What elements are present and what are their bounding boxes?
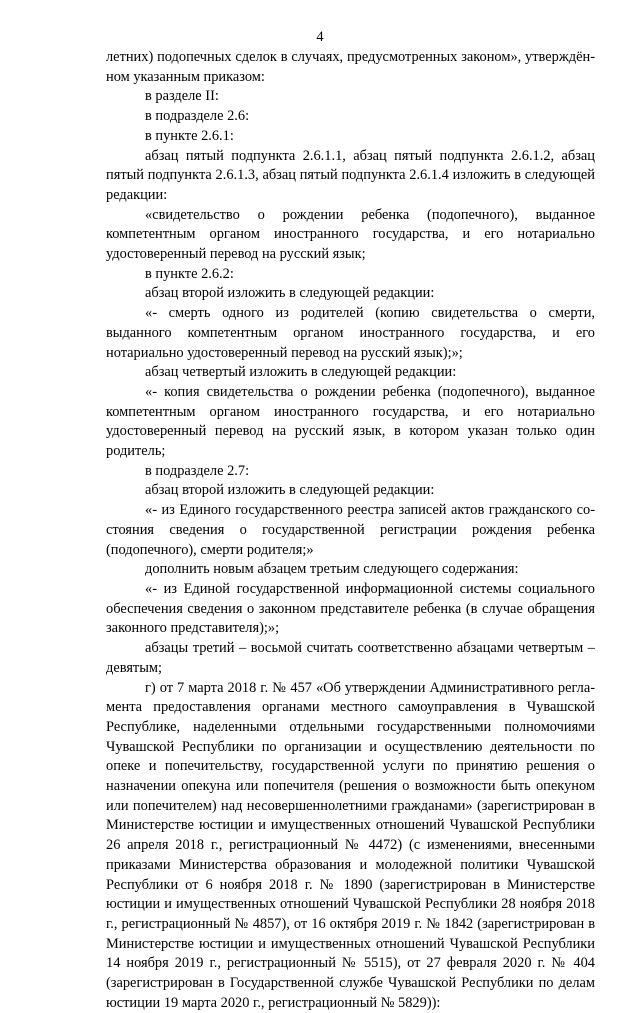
document-paragraph: абзац пятый подпункта 2.6.1.1, абзац пятый подпункта 2.6.1.2, абзац пятый подпункта 2.6.1.3, абзац пятый подпункта 2.6.1.4 изложить в следующей редакции: xyxy=(106,147,595,206)
document-paragraph: в пункте 2.6.2: xyxy=(106,265,595,285)
document-paragraph: дополнить новым абзацем третьим следующего содержания: xyxy=(106,560,595,580)
document-paragraph: «- из Единой государственной информационной системы социального обеспечения сведения о законном представителе ребенка (в случае обращения законного представителя);»; xyxy=(106,580,595,639)
document-paragraph: абзац четвертый изложить в следующей редакции: xyxy=(106,363,595,383)
document-paragraph: абзац второй изложить в следующей редакции: xyxy=(106,481,595,501)
page-number: 4 xyxy=(0,28,640,48)
document-paragraph: г) от 7 марта 2018 г. № 457 «Об утверждении Административного регламента предоставления органами местного самоуправления в Чувашской Республике, наделенными отдельными государственными полномочиями Чувашской Республики по организации и осуществлению деятельности по опеке и попечительству, государственной услуги по принятию решения о назначении опекуна или попечителя (решения о возможности быть опекуном или попечителем) над несовершеннолетними гражданами» (зарегистрирован в Министерстве юстиции и имущественных отношений Чувашской Республики 26 апреля 2018 г., регистрационный № 4472) (с изменениями, внесенными приказами Министерства образования и молодежной политики Чувашской Республики от 6 ноября 2018 г. № 1890 (зарегистрирован в Министерстве юстиции и имущественных отношений Чувашской Республики 28 ноября 2018 г., регистрационный № 4857), от 16 октября 2019 г. № 1842 (зарегистрирован в Министерстве юстиции и имущественных отношений Чувашской Республики 14 ноября 2019 г., регистрационный № 5515), от 27 февраля 2020 г. № 404 (зарегистрирован в Государственной службе Чувашской Республики по делам юстиции 19 марта 2020 г., регистрационный № 5829)): xyxy=(106,679,595,1013)
document-paragraph: в подразделе 2.6: xyxy=(106,107,595,127)
document-paragraph: «свидетельство о рождении ребенка (подопечного), выданное компетентным органом иностранного государства, и его нотариально удостоверенный перевод на русский язык; xyxy=(106,206,595,265)
document-paragraph: в разделе II: xyxy=(106,87,595,107)
document-paragraph: «- смерть одного из родителей (копию свидетельства о смерти, выданного компетентным органом иностранного государства, и его нотариально удостоверенный перевод на русский язык);»; xyxy=(106,304,595,363)
document-paragraph: в подразделе 2.7: xyxy=(106,462,595,482)
document-paragraph: «- из Единого государственного реестра записей актов гражданского состояния сведения о государственной регистрации рождения ребенка (подопечного), смерти родителя;» xyxy=(106,501,595,560)
document-paragraph: абзац второй изложить в следующей редакции: xyxy=(106,284,595,304)
document-paragraph: абзацы третий – восьмой считать соответственно абзацами четвертым – девятым; xyxy=(106,639,595,678)
document-paragraph: «- копия свидетельства о рождении ребенка (подопечного), выданное компетентным органом иностранного государства, и его нотариально удостоверенный перевод на русский язык, в котором указан только один родитель; xyxy=(106,383,595,462)
document-body xyxy=(106,48,595,1013)
document-paragraph: летних) подопечных сделок в случаях, предусмотренных законом», утверждённом указанным приказом: xyxy=(106,48,595,87)
document-paragraph: в пункте 2.6.1: xyxy=(106,127,595,147)
